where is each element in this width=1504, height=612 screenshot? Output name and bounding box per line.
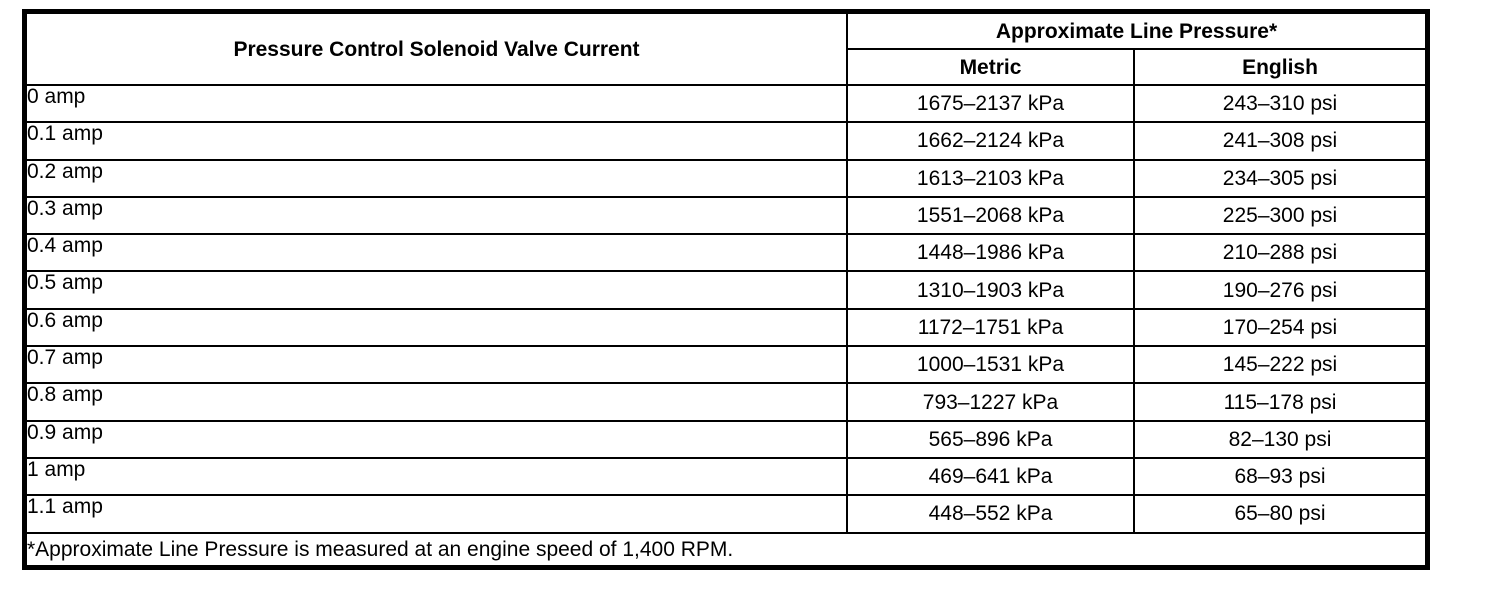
cell-metric: 1000–1531 kPa [847, 346, 1134, 383]
header-row-top [26, 13, 1426, 49]
table-row [26, 346, 1426, 383]
cell-current: 0.4 amp [26, 234, 847, 271]
header-approximate-line-pressure: Approximate Line Pressure* [847, 13, 1426, 49]
table-row [26, 309, 1426, 346]
cell-metric: 448–552 kPa [847, 495, 1134, 532]
line-pressure-table-container [22, 9, 1430, 570]
cell-current: 0.6 amp [26, 309, 847, 346]
cell-english: 243–310 psi [1134, 85, 1426, 122]
cell-current: 0.8 amp [26, 383, 847, 420]
cell-english: 241–308 psi [1134, 122, 1426, 159]
cell-metric: 1675–2137 kPa [847, 85, 1134, 122]
cell-english: 225–300 psi [1134, 197, 1426, 234]
cell-current: 0.2 amp [26, 160, 847, 197]
cell-english: 68–93 psi [1134, 458, 1426, 495]
cell-metric: 1551–2068 kPa [847, 197, 1134, 234]
cell-current: 0.9 amp [26, 421, 847, 458]
table-row [26, 495, 1426, 532]
cell-current: 0 amp [26, 85, 847, 122]
footnote-row [26, 533, 1426, 566]
table-row [26, 122, 1426, 159]
cell-current: 1.1 amp [26, 495, 847, 532]
header-metric: Metric [847, 49, 1134, 85]
cell-english: 82–130 psi [1134, 421, 1426, 458]
cell-metric: 469–641 kPa [847, 458, 1134, 495]
cell-english: 145–222 psi [1134, 346, 1426, 383]
table-row [26, 271, 1426, 308]
cell-metric: 565–896 kPa [847, 421, 1134, 458]
line-pressure-table [25, 12, 1427, 567]
cell-english: 210–288 psi [1134, 234, 1426, 271]
header-solenoid-current: Pressure Control Solenoid Valve Current [26, 13, 847, 85]
cell-english: 65–80 psi [1134, 495, 1426, 532]
cell-english: 234–305 psi [1134, 160, 1426, 197]
table-row [26, 421, 1426, 458]
cell-metric: 1172–1751 kPa [847, 309, 1134, 346]
cell-current: 1 amp [26, 458, 847, 495]
cell-metric: 793–1227 kPa [847, 383, 1134, 420]
cell-metric: 1448–1986 kPa [847, 234, 1134, 271]
table-row [26, 458, 1426, 495]
cell-current: 0.5 amp [26, 271, 847, 308]
cell-metric: 1613–2103 kPa [847, 160, 1134, 197]
cell-english: 115–178 psi [1134, 383, 1426, 420]
cell-metric: 1310–1903 kPa [847, 271, 1134, 308]
cell-current: 0.1 amp [26, 122, 847, 159]
cell-english: 190–276 psi [1134, 271, 1426, 308]
table-row [26, 85, 1426, 122]
cell-english: 170–254 psi [1134, 309, 1426, 346]
table-row [26, 197, 1426, 234]
cell-metric: 1662–2124 kPa [847, 122, 1134, 159]
table-row [26, 234, 1426, 271]
cell-current: 0.3 amp [26, 197, 847, 234]
cell-current: 0.7 amp [26, 346, 847, 383]
table-row [26, 383, 1426, 420]
table-row [26, 160, 1426, 197]
table-footnote: *Approximate Line Pressure is measured at an engine speed of 1,400 RPM. [26, 533, 1426, 566]
header-english: English [1134, 49, 1426, 85]
